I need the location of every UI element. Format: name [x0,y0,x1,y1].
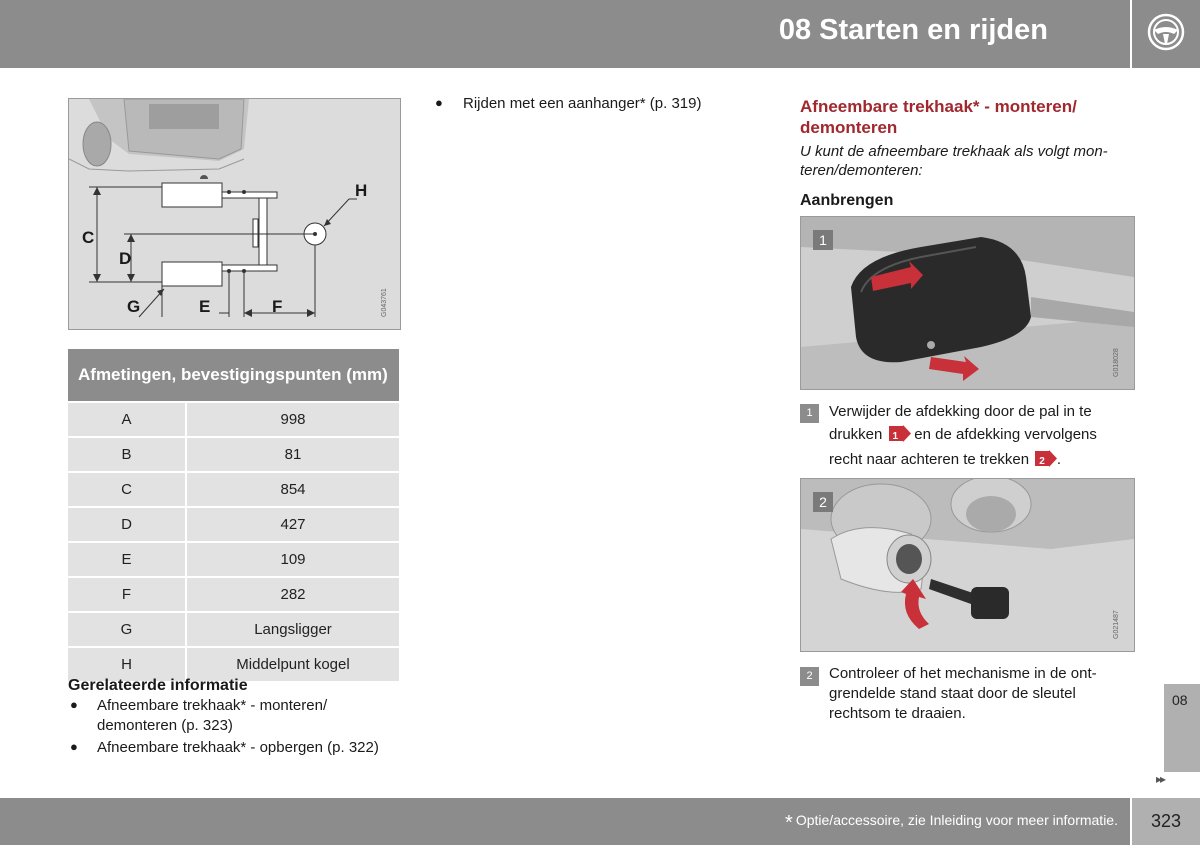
table-header: Afmetingen, bevestigingspunten (mm) [68,349,399,401]
footer-note [785,812,1118,835]
table-row [68,543,399,576]
table-cell-value: 109 [187,543,399,576]
table-cell-key: G [68,613,187,646]
cover-removal-photo [801,217,1134,389]
page-number: 323 [1150,811,1182,831]
dim-label-e: E [199,297,211,316]
table-cell-value: Middelpunt kogel [187,648,399,681]
steering-wheel-icon [1146,12,1186,52]
figure-code: G021487 [1113,610,1120,639]
table-row [68,508,399,541]
towbar-dimension-drawing [69,99,400,329]
table-cell-value: 854 [187,473,399,506]
page-number-box [1132,798,1200,845]
key-unlock-figure [800,478,1135,652]
chapter-header [0,0,1130,68]
table-row [68,403,399,436]
related-info-heading: Gerelateerde informatie [68,677,248,694]
step-1-text [829,400,1129,473]
table-cell-key: E [68,543,187,576]
figure-code: G018028 [1113,348,1120,377]
step-1-text-a: Verwijder de afdekking door de pal in te drukken [829,403,1092,443]
dim-label-h: H [355,181,368,200]
towbar-dimension-figure [68,98,401,330]
bullet-icon: ● [435,95,443,110]
table-cell-key: H [68,648,187,681]
middle-link[interactable]: Rijden met een aanhanger* (p. 319) [463,95,702,112]
table-row [68,578,399,611]
related-link[interactable]: Afneembare trekhaak* - opbergen (p. 322) [97,739,379,756]
section-title: Afneembare trekhaak* - monteren/ demonteren [800,97,1077,137]
page-footer [0,798,1130,845]
bullet-icon: ● [70,697,78,712]
key-unlock-photo [801,479,1134,651]
table-cell-key: D [68,508,187,541]
step-badge-figure: 2 [813,492,833,512]
step-number-badge: 1 [800,404,819,423]
dimensions-table [68,347,399,683]
dim-label-d: D [119,249,132,268]
step-badge-figure: 1 [813,230,833,250]
table-row [68,613,399,646]
table-cell-value: Langsligger [187,613,399,646]
table-cell-key: C [68,473,187,506]
table-cell-value: 81 [187,438,399,471]
section-tab[interactable] [1164,684,1200,772]
bullet-icon: ● [70,739,78,754]
step-2-text: Controleer of het mechanisme in de ont- grendelde stand staat door de sleutel rechtsom te draaien. [829,665,1097,722]
section-intro: U kunt de afneembare trekhaak als volgt mon- teren/demonteren: [800,143,1108,179]
footnote-star: * [785,812,793,834]
related-link[interactable]: Afneembare trekhaak* - monteren/ demonteren (p. 323) [97,697,328,734]
figure-code: G043761 [381,288,388,317]
table-cell-key: A [68,403,187,436]
table-row [68,473,399,506]
table-cell-key: B [68,438,187,471]
section-tab-label: 08 [1172,692,1188,708]
table-cell-value: 998 [187,403,399,436]
arrow-2-label: 2 [1039,456,1045,467]
dim-label-c: C [82,228,95,247]
subheading-aanbrengen: Aanbrengen [800,192,894,209]
chapter-icon-box [1132,0,1200,68]
table-header-row [68,349,399,401]
step-1-text-c: . [1056,451,1062,468]
step-1-text-b: en de afdekking vervolgens recht naar achteren te trekken [829,426,1097,468]
table-cell-value: 427 [187,508,399,541]
dim-label-f: F [272,297,283,316]
table-row [68,438,399,471]
dim-label-g: G [127,297,141,316]
cover-removal-figure [800,216,1135,390]
chapter-title: 08 Starten en rijden [778,14,1048,46]
step-number-badge: 2 [800,667,819,686]
red-arrow-1-icon [889,425,911,442]
arrow-1-label: 1 [892,431,899,442]
footer-note-text: Optie/accessoire, zie Inleiding voor meer informatie. [795,812,1118,828]
table-cell-key: F [68,578,187,611]
continue-arrow-icon: ▸▸ [1156,772,1165,786]
table-cell-value: 282 [187,578,399,611]
